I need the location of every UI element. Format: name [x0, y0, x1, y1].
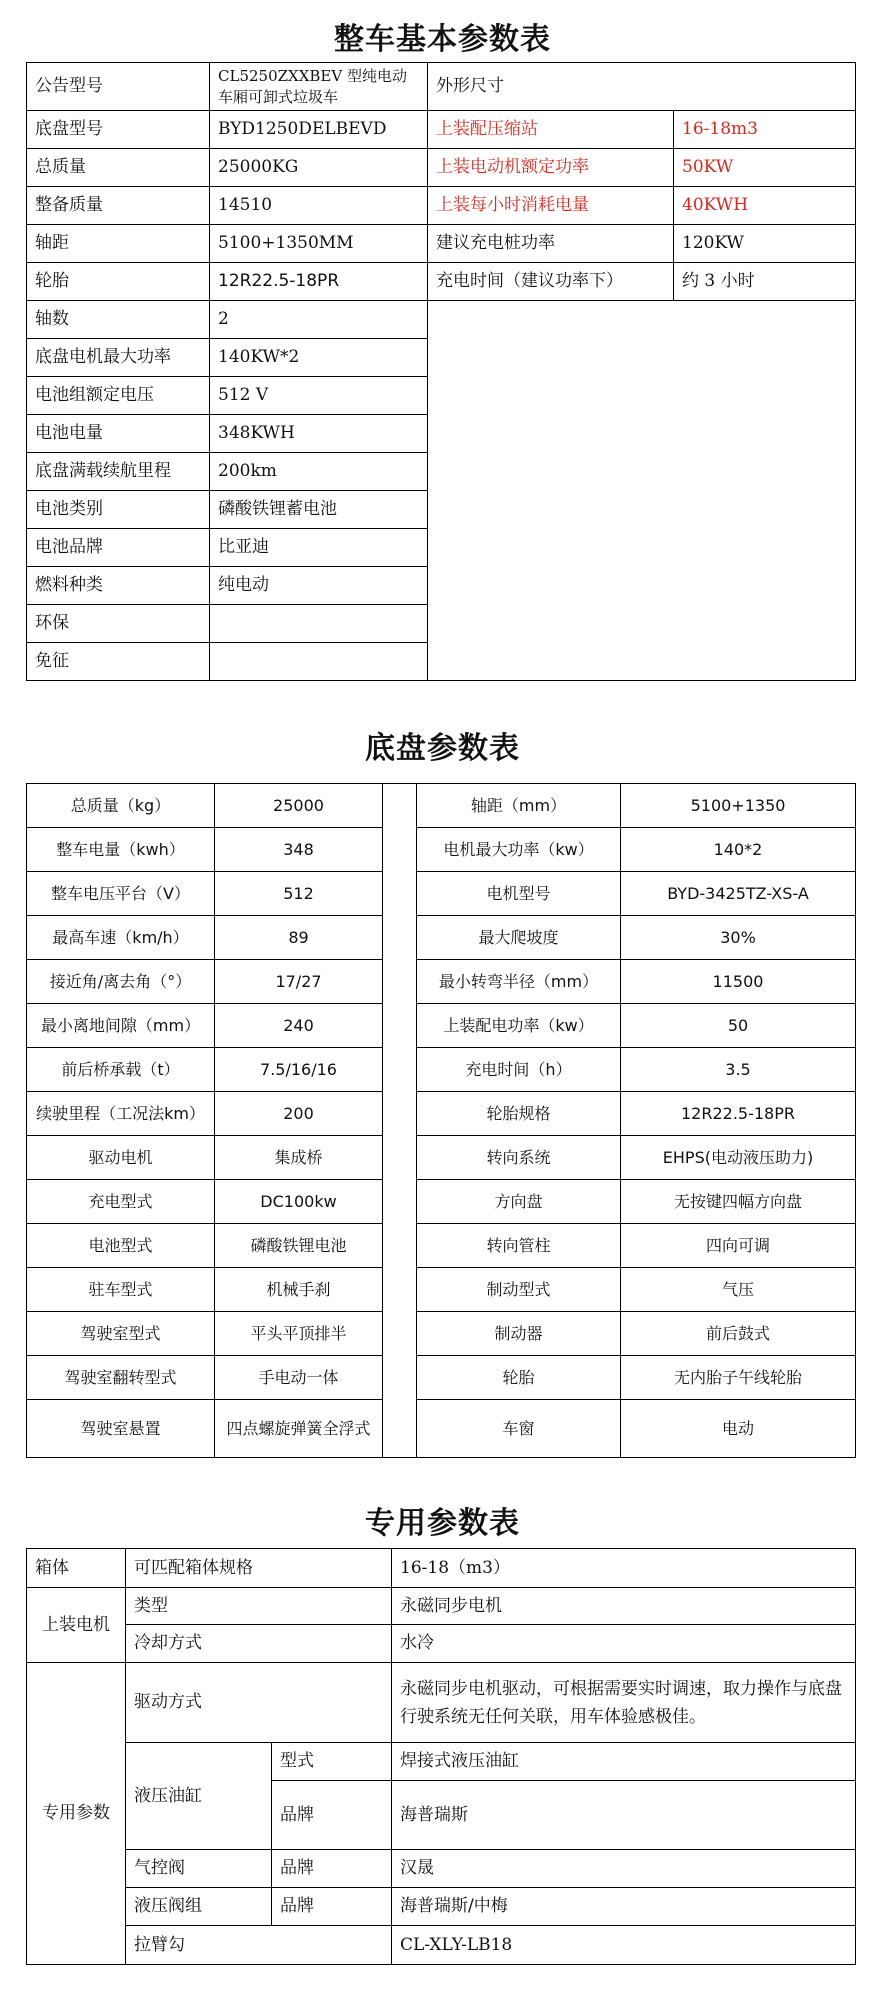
basic-row-value: 140KW*2 [210, 339, 428, 377]
chassis-label: 总质量（kg） [27, 784, 215, 828]
chassis-row [27, 1048, 856, 1092]
air-label: 气控阀 [126, 1850, 272, 1888]
chassis-value: 3.5 [621, 1048, 856, 1092]
right-row-value: 约 3 小时 [674, 263, 856, 301]
air-brand-value: 汉晟 [392, 1850, 856, 1888]
basic-row-value: 200km [210, 453, 428, 491]
right-row-label: 上装配压缩站 [428, 111, 674, 149]
chassis-row [27, 872, 856, 916]
hook-label: 拉臂勾 [126, 1926, 392, 1965]
right-row-value: 50KW [674, 149, 856, 187]
cooling-value: 水冷 [392, 1625, 856, 1663]
chassis-label: 轴距（mm） [417, 784, 621, 828]
chassis-value: DC100kw [215, 1180, 383, 1224]
chassis-value: 机械手刹 [215, 1268, 383, 1312]
chassis-row [27, 1356, 856, 1400]
chassis-label: 充电型式 [27, 1180, 215, 1224]
right-row-label: 上装电动机额定功率 [428, 149, 674, 187]
basic-row-label: 总质量 [27, 149, 210, 187]
basic-params-table [26, 62, 856, 681]
chassis-label: 驾驶室翻转型式 [27, 1356, 215, 1400]
basic-row-value: 比亚迪 [210, 529, 428, 567]
chassis-value: 5100+1350 [621, 784, 856, 828]
chassis-label: 制动型式 [417, 1268, 621, 1312]
basic-row-value: BYD1250DELBEVD [210, 111, 428, 149]
chassis-value: 电动 [621, 1400, 856, 1458]
chassis-value: 17/27 [215, 960, 383, 1004]
chassis-label: 轮胎规格 [417, 1092, 621, 1136]
dimensions-header: 外形尺寸 [428, 63, 856, 111]
chassis-value: 240 [215, 1004, 383, 1048]
basic-row-label: 电池电量 [27, 415, 210, 453]
drive-value: 永磁同步电机驱动，可根据需要实时调速，取力操作与底盘行驶系统无任何关联，用车体验感极佳。 [392, 1663, 856, 1743]
basic-row-label: 轴数 [27, 301, 210, 339]
basic-row [27, 263, 856, 301]
chassis-label: 上装配电功率（kw） [417, 1004, 621, 1048]
motor-type-value: 永磁同步电机 [392, 1588, 856, 1625]
basic-row-label: 底盘电机最大功率 [27, 339, 210, 377]
right-row-label: 上装每小时消耗电量 [428, 187, 674, 225]
chassis-row [27, 1136, 856, 1180]
chassis-row [27, 916, 856, 960]
chassis-label: 方向盘 [417, 1180, 621, 1224]
chassis-row [27, 1224, 856, 1268]
basic-row-label: 电池品牌 [27, 529, 210, 567]
basic-row-label: 公告型号 [27, 63, 210, 111]
box-value: 16-18（m3） [392, 1549, 856, 1588]
basic-row-label: 轴距 [27, 225, 210, 263]
chassis-label: 续驶里程（工况法km） [27, 1092, 215, 1136]
basic-row-label: 底盘型号 [27, 111, 210, 149]
motor-label: 上装电机 [27, 1588, 126, 1663]
chassis-label: 车窗 [417, 1400, 621, 1458]
chassis-label: 转向系统 [417, 1136, 621, 1180]
cyl-brand-value: 海普瑞斯 [392, 1781, 856, 1850]
section3-title: 专用参数表 [365, 1506, 520, 1541]
chassis-value: 磷酸铁锂电池 [215, 1224, 383, 1268]
chassis-value: 11500 [621, 960, 856, 1004]
chassis-label: 电机型号 [417, 872, 621, 916]
chassis-row [27, 960, 856, 1004]
cooling-label: 冷却方式 [126, 1625, 392, 1663]
drive-label: 驱动方式 [126, 1663, 392, 1743]
special-label: 专用参数 [27, 1663, 126, 1965]
chassis-label: 转向管柱 [417, 1224, 621, 1268]
chassis-value: 四向可调 [621, 1224, 856, 1268]
cyl-brand-label: 品牌 [272, 1781, 392, 1850]
chassis-label: 整车电压平台（V） [27, 872, 215, 916]
special-params-table [26, 1548, 856, 1965]
chassis-value: 无按键四幅方向盘 [621, 1180, 856, 1224]
chassis-value: 集成桥 [215, 1136, 383, 1180]
basic-row [27, 301, 856, 339]
chassis-row [27, 784, 856, 828]
basic-row-value: 磷酸铁锂蓄电池 [210, 491, 428, 529]
chassis-row [27, 1312, 856, 1356]
chassis-row [27, 1004, 856, 1048]
chassis-label: 驱动电机 [27, 1136, 215, 1180]
chassis-value: 140*2 [621, 828, 856, 872]
basic-row-value: 2 [210, 301, 428, 339]
chassis-label: 轮胎 [417, 1356, 621, 1400]
chassis-row [27, 1180, 856, 1224]
right-row-value: 40KWH [674, 187, 856, 225]
chassis-value: BYD-3425TZ-XS-A [621, 872, 856, 916]
air-brand-label: 品牌 [272, 1850, 392, 1888]
chassis-value: 89 [215, 916, 383, 960]
chassis-value: 348 [215, 828, 383, 872]
right-row-value: 120KW [674, 225, 856, 263]
chassis-label: 驾驶室型式 [27, 1312, 215, 1356]
basic-row-value: 纯电动 [210, 567, 428, 605]
basic-row [27, 225, 856, 263]
chassis-value: 30% [621, 916, 856, 960]
chassis-label: 最小离地间隙（mm） [27, 1004, 215, 1048]
valve-brand-label: 品牌 [272, 1888, 392, 1926]
chassis-value: EHPS(电动液压助力) [621, 1136, 856, 1180]
chassis-value: 前后鼓式 [621, 1312, 856, 1356]
chassis-label: 充电时间（h） [417, 1048, 621, 1092]
basic-row-label: 免征 [27, 643, 210, 681]
right-row-label: 建议充电桩功率 [428, 225, 674, 263]
motor-type-label: 类型 [126, 1588, 392, 1625]
chassis-value: 200 [215, 1092, 383, 1136]
chassis-value: 四点螺旋弹簧全浮式 [215, 1400, 383, 1458]
chassis-value: 12R22.5-18PR [621, 1092, 856, 1136]
chassis-value: 气压 [621, 1268, 856, 1312]
chassis-label: 电池型式 [27, 1224, 215, 1268]
basic-row-value: 5100+1350MM [210, 225, 428, 263]
chassis-row [27, 1092, 856, 1136]
basic-row [27, 187, 856, 225]
basic-row-label: 环保 [27, 605, 210, 643]
basic-row-label: 电池类别 [27, 491, 210, 529]
basic-row-value: 512 V [210, 377, 428, 415]
basic-row [27, 111, 856, 149]
chassis-value: 手电动一体 [215, 1356, 383, 1400]
basic-row-value [210, 605, 428, 643]
chassis-label: 制动器 [417, 1312, 621, 1356]
chassis-label: 最大爬坡度 [417, 916, 621, 960]
basic-row-label: 整备质量 [27, 187, 210, 225]
chassis-label: 驻车型式 [27, 1268, 215, 1312]
chassis-value: 7.5/16/16 [215, 1048, 383, 1092]
hook-value: CL-XLY-LB18 [392, 1926, 856, 1965]
chassis-label: 前后桥承载（t） [27, 1048, 215, 1092]
basic-row [27, 63, 856, 111]
chassis-label: 电机最大功率（kw） [417, 828, 621, 872]
chassis-value: 无内胎子午线轮胎 [621, 1356, 856, 1400]
box-label: 箱体 [27, 1549, 126, 1588]
valve-brand-value: 海普瑞斯/中梅 [392, 1888, 856, 1926]
basic-row-value: 25000KG [210, 149, 428, 187]
basic-row-label: 底盘满载续航里程 [27, 453, 210, 491]
basic-row-value: 12R22.5-18PR [210, 263, 428, 301]
chassis-row [27, 828, 856, 872]
basic-row-value: 348KWH [210, 415, 428, 453]
right-row-label: 充电时间（建议功率下） [428, 263, 674, 301]
chassis-params-table [26, 783, 856, 1458]
chassis-value: 25000 [215, 784, 383, 828]
cyl-type-value: 焊接式液压油缸 [392, 1743, 856, 1781]
chassis-row [27, 1268, 856, 1312]
valve-label: 液压阀组 [126, 1888, 272, 1926]
basic-row-label: 电池组额定电压 [27, 377, 210, 415]
chassis-value: 50 [621, 1004, 856, 1048]
basic-row-label: 轮胎 [27, 263, 210, 301]
chassis-value: 平头平顶排半 [215, 1312, 383, 1356]
empty-area [428, 301, 856, 681]
box-item: 可匹配箱体规格 [126, 1549, 392, 1588]
chassis-label: 接近角/离去角（°） [27, 960, 215, 1004]
basic-row-value: CL5250ZXXBEV 型纯电动车厢可卸式垃圾车 [210, 63, 428, 111]
basic-row-value: 14510 [210, 187, 428, 225]
chassis-label: 整车电量（kwh） [27, 828, 215, 872]
basic-row-label: 燃料种类 [27, 567, 210, 605]
right-row-value: 16-18m3 [674, 111, 856, 149]
chassis-label: 驾驶室悬置 [27, 1400, 215, 1458]
cyl-type-label: 型式 [272, 1743, 392, 1781]
chassis-label: 最高车速（km/h） [27, 916, 215, 960]
section1-title: 整车基本参数表 [334, 22, 551, 57]
chassis-row [27, 1400, 856, 1458]
section2-title: 底盘参数表 [365, 731, 520, 766]
basic-row-value [210, 643, 428, 681]
basic-row [27, 149, 856, 187]
column-gap [383, 784, 417, 1458]
cyl-label: 液压油缸 [126, 1743, 272, 1850]
chassis-label: 最小转弯半径（mm） [417, 960, 621, 1004]
chassis-value: 512 [215, 872, 383, 916]
